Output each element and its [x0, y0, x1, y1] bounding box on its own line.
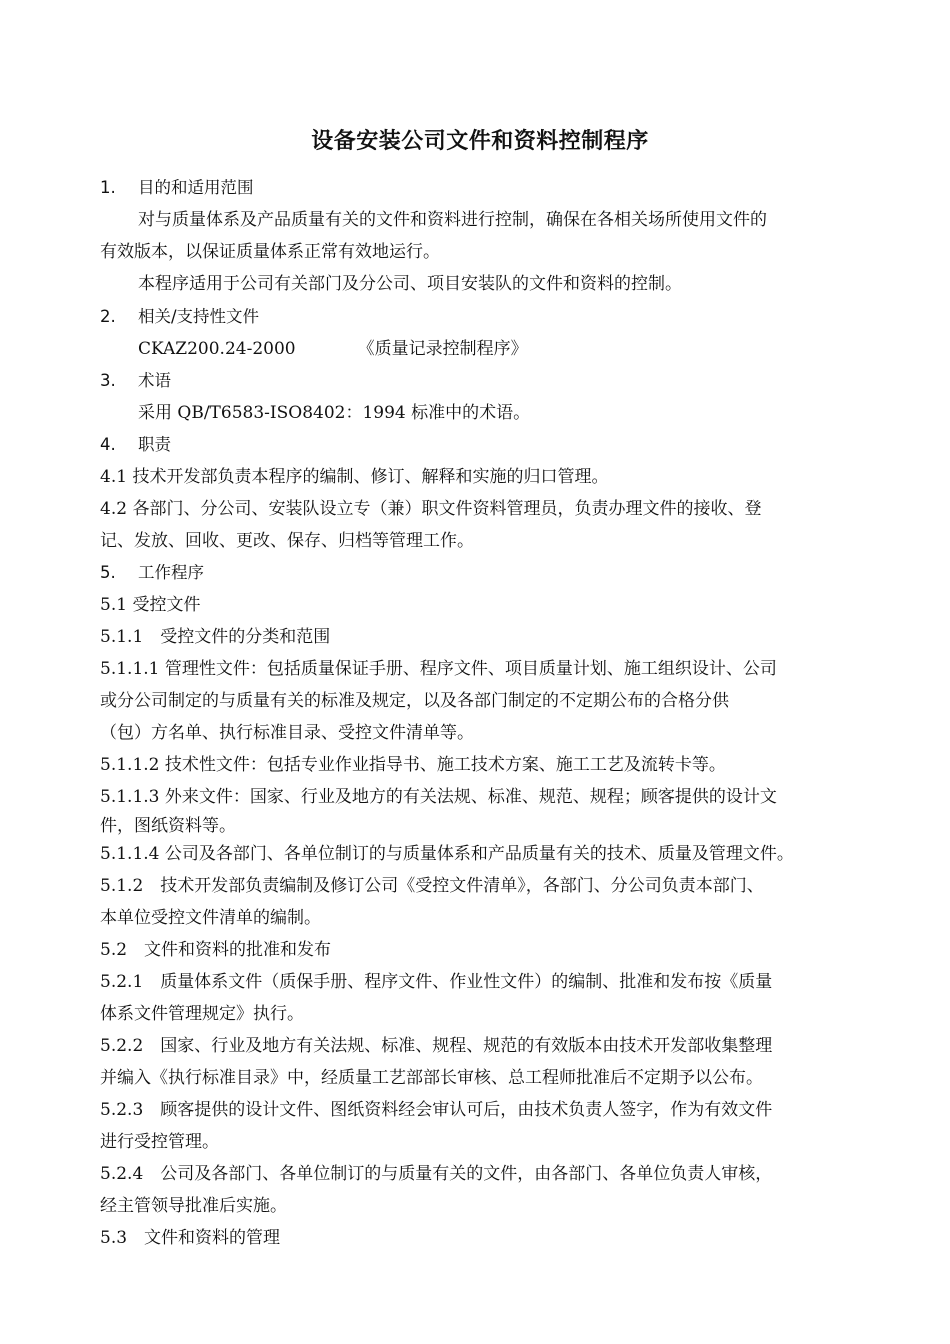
paragraph-line: 5.1.1.3 外来文件：国家、行业及地方的有关法规、标准、规范、规程；顾客提供的设计文 [100, 787, 777, 807]
section-3-heading [100, 369, 870, 393]
related-document [138, 337, 908, 361]
paragraph-line: 5.1 受控文件 [100, 595, 201, 615]
paragraph-line: 并编入《执行标准目录》中，经质量工艺部部长审核、总工程师批准后不定期予以公布。 [100, 1068, 763, 1088]
section-title: 相关/支持性文件 [138, 307, 260, 326]
paragraph-line: 本单位受控文件清单的编制。 [100, 908, 321, 928]
paragraph-line: 5.2.1 质量体系文件（质保手册、程序文件、作业性文件）的编制、批准和发布按《质量 [100, 972, 773, 992]
paragraph-line: 5.2.4 公司及各部门、各单位制订的与质量有关的文件，由各部门、各单位负责人审核， [100, 1164, 773, 1184]
paragraph-line: 5.2.2 国家、行业及地方有关法规、标准、规程、规范的有效版本由技术开发部收集整理 [100, 1036, 773, 1056]
paragraph-line: 5.3 文件和资料的管理 [100, 1228, 281, 1248]
paragraph-line: 有效版本，以保证质量体系正常有效地运行。 [100, 242, 440, 262]
paragraph-line: 进行受控管理。 [100, 1132, 219, 1152]
section-number: 4. [100, 435, 116, 454]
section-title: 目的和适用范围 [138, 178, 254, 197]
section-1-heading [100, 176, 870, 200]
paragraph-line: 5.2.3 顾客提供的设计文件、图纸资料经会审认可后，由技术负责人签字，作为有效文件 [100, 1100, 773, 1120]
paragraph-line: 5.1.1.1 管理性文件：包括质量保证手册、程序文件、项目质量计划、施工组织设计、公司 [100, 659, 777, 679]
paragraph-line: 4.1 技术开发部负责本程序的编制、修订、解释和实施的归口管理。 [100, 467, 609, 487]
section-2-heading [100, 305, 870, 329]
paragraph-line: 5.2 文件和资料的批准和发布 [100, 940, 332, 960]
paragraph-line: 5.1.1 受控文件的分类和范围 [100, 627, 331, 647]
paragraph-line: 本程序适用于公司有关部门及分公司、项目安装队的文件和资料的控制。 [138, 274, 682, 294]
document-code: CKAZ200.24-2000 [138, 339, 296, 359]
paragraph-line: 体系文件管理规定》执行。 [100, 1004, 304, 1024]
document-name: 《质量记录控制程序》 [357, 339, 528, 359]
paragraph-line: 5.1.2 技术开发部负责编制及修订公司《受控文件清单》，各部门、分公司负责本部门、 [100, 876, 764, 896]
section-title: 职责 [138, 435, 171, 454]
paragraph-line: 采用 QB/T6583-ISO8402：1994 标准中的术语。 [138, 403, 531, 423]
paragraph-line: 经主管领导批准后实施。 [100, 1196, 287, 1216]
section-4-heading [100, 433, 870, 457]
paragraph-line: 对与质量体系及产品质量有关的文件和资料进行控制，确保在各相关场所使用文件的 [138, 210, 767, 230]
section-title: 工作程序 [138, 563, 204, 582]
section-number: 5. [100, 563, 116, 582]
paragraph-line: 记、发放、回收、更改、保存、归档等管理工作。 [100, 531, 474, 551]
paragraph-line: （包）方名单、执行标准目录、受控文件清单等。 [100, 723, 474, 743]
paragraph-line: 5.1.1.4 公司及各部门、各单位制订的与质量体系和产品质量有关的技术、质量及管理文件。 [100, 844, 794, 864]
paragraph-line: 件，图纸资料等。 [100, 816, 236, 836]
section-5-heading [100, 561, 870, 585]
section-number: 1. [100, 178, 116, 197]
paragraph-line: 4.2 各部门、分公司、安装队设立专（兼）职文件资料管理员，负责办理文件的接收、登 [100, 499, 762, 519]
section-number: 2. [100, 307, 116, 326]
section-number: 3. [100, 371, 116, 390]
paragraph-line: 5.1.1.2 技术性文件：包括专业作业指导书、施工技术方案、施工工艺及流转卡等。 [100, 755, 726, 775]
paragraph-line: 或分公司制定的与质量有关的标准及规定，以及各部门制定的不定期公布的合格分供 [100, 691, 729, 711]
document-title: 设备安装公司文件和资料控制程序 [311, 129, 649, 154]
section-title: 术语 [138, 371, 171, 390]
